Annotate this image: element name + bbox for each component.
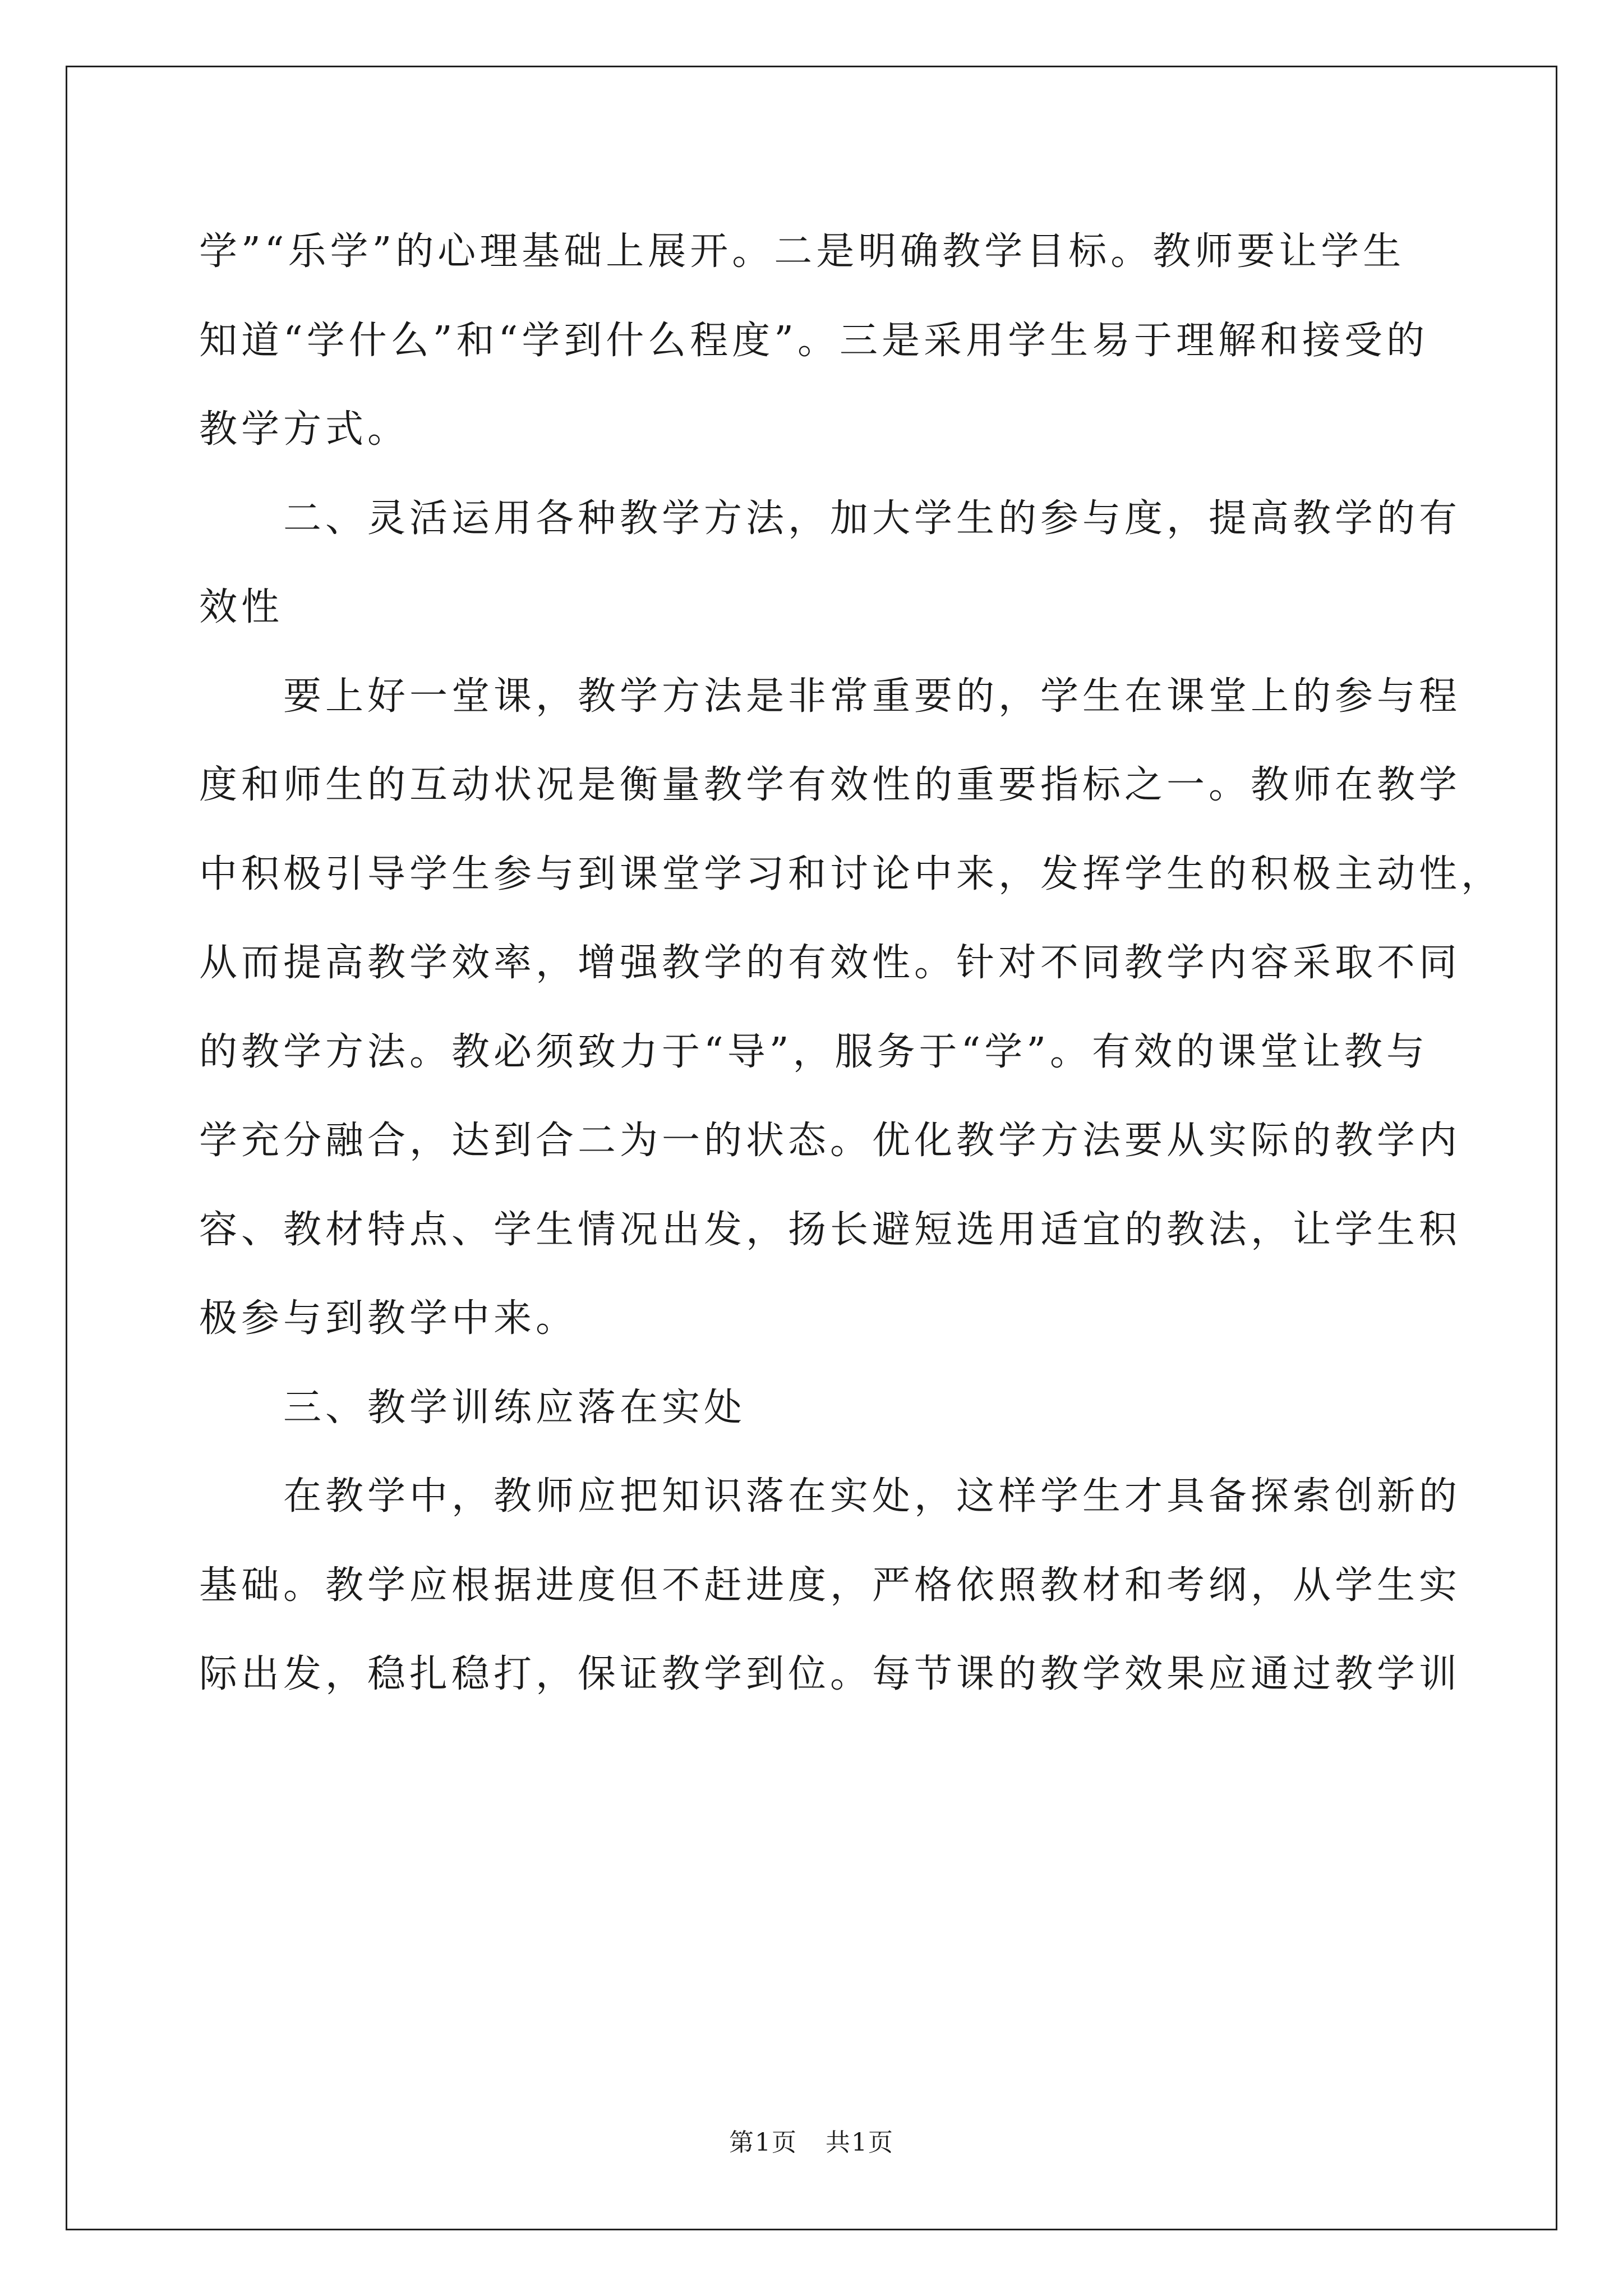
section-heading: 二、灵活运用各种教学方法，加大学生的参与度，提高教学的有 bbox=[283, 496, 1461, 541]
text-line: 学”“乐学”的心理基础上展开。二是明确教学目标。教师要让学生 bbox=[199, 229, 1405, 274]
page-number: 第1页 bbox=[729, 2128, 797, 2157]
text-line: 基础。教学应根据进度但不赶进度，严格依照教材和考纲，从学生实 bbox=[199, 1563, 1461, 1608]
page-total: 共1页 bbox=[826, 2128, 894, 2157]
text-line: 教学方式。 bbox=[199, 407, 410, 452]
text-line: 极参与到教学中来。 bbox=[199, 1296, 578, 1341]
text-line: 容、教材特点、学生情况出发，扬长避短选用适宜的教法，让学生积 bbox=[199, 1207, 1461, 1252]
text-line: 要上好一堂课，教学方法是非常重要的，学生在课堂上的参与程 bbox=[283, 674, 1461, 719]
text-line: 的教学方法。教必须致力于“导”，服务于“学”。有效的课堂让教与 bbox=[199, 1029, 1429, 1074]
page-footer bbox=[0, 2126, 1623, 2160]
text-line: 度和师生的互动状况是衡量教学有效性的重要指标之一。教师在教学 bbox=[199, 763, 1461, 807]
text-line: 在教学中，教师应把知识落在实处，这样学生才具备探索创新的 bbox=[283, 1474, 1461, 1519]
text-line: 学充分融合，达到合二为一的状态。优化教学方法要从实际的教学内 bbox=[199, 1119, 1461, 1163]
section-heading-continued: 效性 bbox=[199, 585, 284, 629]
text-line: 从而提高教学效率，增强教学的有效性。针对不同教学内容采取不同 bbox=[199, 941, 1461, 985]
text-line: 知道“学什么”和“学到什么程度”。三是采用学生易于理解和接受的 bbox=[199, 318, 1429, 363]
document-body bbox=[199, 208, 1504, 1719]
text-line: 中积极引导学生参与到课堂学习和讨论中来，发挥学生的积极主动性， bbox=[199, 852, 1504, 896]
section-heading: 三、教学训练应落在实处 bbox=[283, 1385, 746, 1430]
text-line: 际出发，稳扎稳打，保证教学到位。每节课的教学效果应通过教学训 bbox=[199, 1652, 1461, 1696]
